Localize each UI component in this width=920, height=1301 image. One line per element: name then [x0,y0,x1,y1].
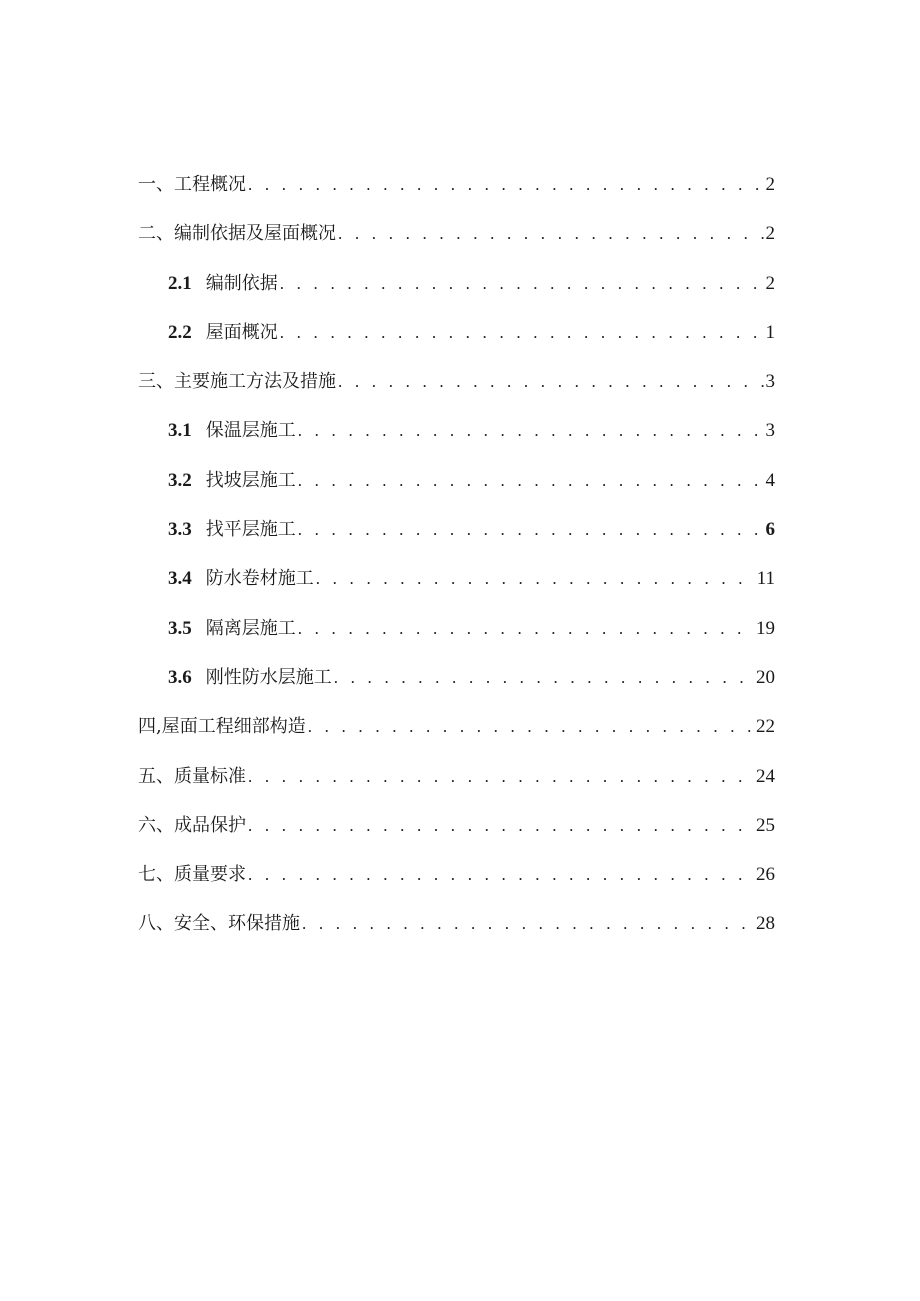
toc-title: 五、质量标准 [138,765,246,787]
toc-title: 保温层施工 [205,420,296,442]
toc-entry-4[interactable] [138,702,775,751]
toc-entry-3-4[interactable] [138,554,775,603]
toc-page-number: 3 [765,371,775,393]
toc-page-number: 4 [765,469,775,491]
toc-leader-dots [338,209,764,258]
toc-entry-3-1[interactable] [138,406,775,455]
toc-section-number: 2.1 [168,272,192,294]
toc-entry-3-5[interactable] [138,604,775,653]
toc-leader-dots [334,653,754,702]
toc-entry-1[interactable] [138,160,775,209]
toc-leader-dots [302,899,754,948]
toc-leader-dots [280,259,764,308]
toc-page-number: 11 [756,568,775,590]
toc-entry-2-2[interactable] [138,308,775,357]
toc-leader-dots [248,801,754,850]
toc-section-number: 3.2 [168,469,192,491]
toc-page-number: 2 [765,174,775,195]
toc-title: 防水卷材施工 [205,568,314,590]
toc-leader-dots [248,752,754,801]
toc-entry-3[interactable] [138,357,775,406]
toc-leader-dots [280,308,764,357]
toc-leader-dots [298,604,754,653]
toc-entry-3-3[interactable] [138,505,775,554]
toc-title: 三、主要施工方法及措施 [138,371,336,393]
toc-leader-dots [298,456,764,505]
toc-section-number: 2.2 [168,321,192,343]
toc-entry-2[interactable] [138,209,775,258]
toc-title: 八、安全、环保措施 [138,913,300,935]
toc-section-number: 3.6 [168,666,192,688]
toc-leader-dots [338,357,764,406]
toc-title: 六、成品保护 [138,814,246,836]
toc-title: 四,屋面工程细部构造 [138,716,306,738]
toc-section-number: 3.4 [168,568,192,590]
toc-leader-dots [248,850,754,899]
toc-page-number: 3 [765,420,775,442]
toc-page-number: 2 [765,223,775,245]
toc-section-number: 3.3 [168,519,192,541]
toc-leader-dots [298,406,764,455]
toc-page-number: 20 [756,666,775,688]
toc-page-number: 22 [756,716,775,738]
toc-title: 一、工程概况 [138,174,246,195]
toc-page-number: 1 [765,321,775,343]
toc-page-number: 2 [765,272,775,294]
toc-entry-6[interactable] [138,801,775,850]
toc-leader-dots [316,554,755,603]
toc-title: 找平层施工 [205,519,296,541]
toc-page-number: 24 [756,765,775,787]
toc-section-number: 3.5 [168,617,192,639]
toc-title: 隔离层施工 [205,617,296,639]
toc-title: 七、质量要求 [138,864,246,886]
toc-title: 刚性防水层施工 [205,666,332,688]
toc-page-number: 28 [756,913,775,935]
toc-page-number: 6 [765,519,775,541]
toc-page-number: 25 [756,814,775,836]
toc-title: 编制依据 [205,272,278,294]
toc-leader-dots [298,505,764,554]
toc-title: 屋面概况 [205,321,278,343]
toc-section-number: 3.1 [168,420,192,442]
toc-page-number: 19 [756,617,775,639]
toc-entry-3-6[interactable] [138,653,775,702]
toc-leader-dots [308,702,754,751]
toc-entry-8[interactable] [138,899,775,948]
toc-page-number: 26 [756,864,775,886]
toc-entry-7[interactable] [138,850,775,899]
toc-title: 找坡层施工 [205,469,296,491]
toc-leader-dots [248,160,764,209]
toc-entry-5[interactable] [138,752,775,801]
toc-entry-2-1[interactable] [138,259,775,308]
toc-entry-3-2[interactable] [138,456,775,505]
toc-title: 二、编制依据及屋面概况 [138,223,336,245]
table-of-contents [138,160,775,949]
